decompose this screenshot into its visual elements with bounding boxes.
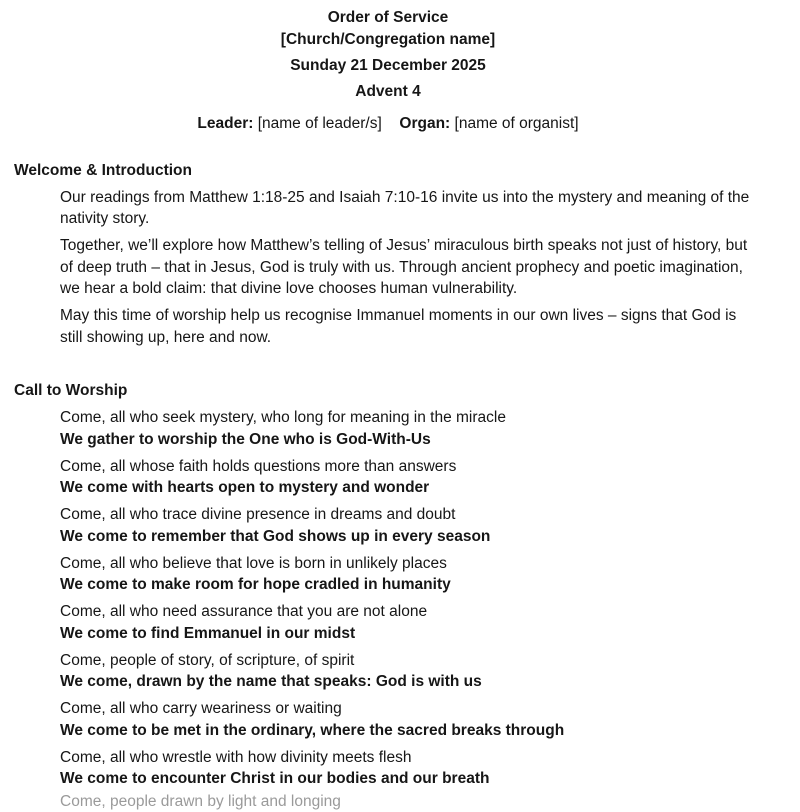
call-line: Come, all who believe that love is born in unlikely places — [60, 553, 762, 575]
call-to-worship-list — [60, 407, 762, 790]
call-line: Come, all who wrestle with how divinity meets flesh — [60, 747, 762, 769]
document-header — [14, 7, 762, 135]
call-line: Come, all who need assurance that you are not alone — [60, 601, 762, 623]
call-response-pair — [60, 553, 762, 596]
response-line: We come to make room for hope cradled in humanity — [60, 574, 762, 596]
cut-off-next-line: Come, people drawn by light and longing — [60, 791, 762, 812]
document-title: Order of Service — [14, 7, 762, 29]
response-line: We come to remember that God shows up in every season — [60, 526, 762, 548]
call-line: Come, all who seek mystery, who long for meaning in the miracle — [60, 407, 762, 429]
call-to-worship-section — [14, 380, 762, 812]
response-line: We come with hearts open to mystery and wonder — [60, 477, 762, 499]
call-response-pair — [60, 650, 762, 693]
call-line: Come, all who carry weariness or waiting — [60, 698, 762, 720]
response-line: We come to encounter Christ in our bodies and our breath — [60, 768, 762, 790]
welcome-paragraph: Together, we’ll explore how Matthew’s telling of Jesus’ miraculous birth speaks not just of history, but of deep truth – that in Jesus, God is truly with us. Through ancient prophecy and poetic imagination, we hear a bold claim: that divine love chooses human vulnerability. — [60, 235, 762, 300]
liturgical-season: Advent 4 — [14, 81, 762, 103]
call-response-pair — [60, 698, 762, 741]
leader-organ-line — [14, 113, 762, 135]
leader-value: [name of leader/s] — [258, 115, 382, 132]
call-response-pair — [60, 456, 762, 499]
welcome-paragraph: May this time of worship help us recognise Immanuel moments in our own lives – signs that God is still showing up, here and now. — [60, 305, 762, 348]
service-date: Sunday 21 December 2025 — [14, 55, 762, 77]
leader-label: Leader: — [197, 115, 253, 132]
call-line: Come, all whose faith holds questions more than answers — [60, 456, 762, 478]
call-response-pair — [60, 601, 762, 644]
response-line: We gather to worship the One who is God-With-Us — [60, 429, 762, 451]
organ-value: [name of organist] — [455, 115, 579, 132]
welcome-paragraph: Our readings from Matthew 1:18-25 and Isaiah 7:10-16 invite us into the mystery and meaning of the nativity story. — [60, 187, 762, 230]
congregation-name: [Church/Congregation name] — [14, 29, 762, 51]
welcome-heading: Welcome & Introduction — [14, 160, 762, 182]
response-line: We come to find Emmanuel in our midst — [60, 623, 762, 645]
call-line: Come, people of story, of scripture, of spirit — [60, 650, 762, 672]
call-response-pair — [60, 504, 762, 547]
welcome-paragraphs — [60, 187, 762, 349]
organ-label: Organ: — [399, 115, 450, 132]
welcome-section — [14, 160, 762, 349]
call-to-worship-heading: Call to Worship — [14, 380, 762, 402]
call-response-pair — [60, 747, 762, 790]
call-line: Come, all who trace divine presence in dreams and doubt — [60, 504, 762, 526]
response-line: We come to be met in the ordinary, where the sacred breaks through — [60, 720, 762, 742]
response-line: We come, drawn by the name that speaks: God is with us — [60, 671, 762, 693]
call-response-pair — [60, 407, 762, 450]
